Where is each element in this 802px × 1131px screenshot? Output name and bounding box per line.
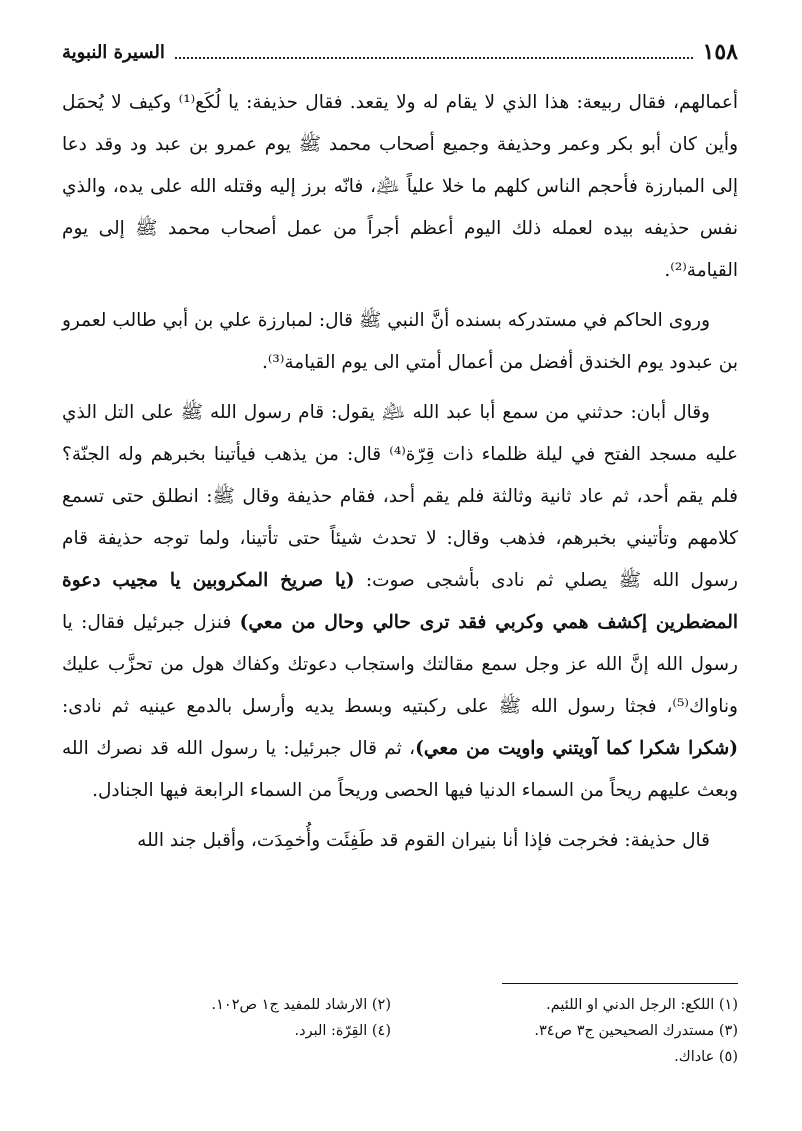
footnote-2: (٢) الارشاد للمفيد ج١ ص١٠٢. [211, 997, 391, 1013]
prayer-text-1: (يا صريخ المكروبين يا مجيب دعوة المضطرين إكشف همي وكربي فقد ترى حالي وحال من معي) [62, 570, 738, 633]
paragraph-1: أعمالهم، فقال ربيعة: هذا الذي لا يقام له ولا يقعد. فقال حذيفة: يا لُكَع⁽¹⁾ وكيف لا يُحمَل وأين كان أبو بكر وعمر وحذيفة وجميع أصحاب محمد ﷺ يوم عمرو بن عبد ود وقد دعا إلى المبارزة فأحجم الناس كلهم ما خلا علياً ﵇، فانّه برز إليه وقتله الله على يده، والذي نفس حذيفه بيده لعمله ذلك اليوم أعظم أجراً من عمل أصحاب محمد ﷺ إلى يوم القيامة⁽²⁾. [62, 92, 739, 281]
running-title: السيرة النبوية [62, 41, 165, 63]
paragraph-3-part-3: ، ثم قال جبرئيل: يا رسول الله قد نصرك الله وبعث عليهم ريحاً من السماء الدنيا فيها الحصى وريحاً من السماء الرابعة فيها الجنادل. [62, 738, 738, 801]
paragraph-2: وروى الحاكم في مستدركه بسنده أنَّ النبي ﷺ قال: لمبارزة علي بن أبي طالب لعمرو بن عبدود يوم الخندق أفضل من أعمال أمتي الى يوم القيامة⁽³⁾. [62, 310, 738, 373]
paragraph-4: قال حذيفة: فخرجت فإذا أنا بنيران القوم قد طَفِئَت وأُخمِدَت، وأقبل جند الله [137, 830, 710, 851]
header-dot-leader [175, 57, 693, 59]
main-text [62, 82, 738, 862]
paragraph-3-part-2: فنزل جبرئيل فقال: يا رسول الله إنَّ الله عز وجل سمع مقالتك واستجاب دعوتك وكفاك هول من تحزَّب عليك وناواك⁽⁵⁾، فجثا رسول الله ﷺ على ركبتيه وبسط يديه وأرسل بالدمع عينيه ثم نادى: [62, 612, 738, 717]
page-number: ١٥٨ [702, 39, 738, 65]
prayer-text-2: (شكرا شكرا كما آويتني واويت من معي) [415, 738, 738, 759]
footnote-divider [502, 983, 738, 984]
footnote-4: (٤) القِرّة: البرد. [294, 1023, 391, 1039]
paragraph-3-part-1: وقال أبان: حدثني من سمع أبا عبد الله ﵇ يقول: قام رسول الله ﷺ على التل الذي عليه مسجد الفتح في ليلة ظلماء ذات قِرّة⁽⁴⁾ قال: من يذهب فيأتينا بخبرهم وله الجنّة؟ فلم يقم أحد، ثم عاد ثانية وثالثة فلم يقم أحد، فقام حذيفة وقال ﷺ: انطلق حتى تسمع كلامهم وتأتيني بخبرهم، فذهب وقال: لا تحدث شيئاً حتى تأتينا، ولما توجه حذيفة قام رسول الله ﷺ يصلي ثم نادى بأشجى صوت: [62, 402, 738, 591]
footnotes [62, 992, 738, 1070]
footnote-5: (٥) عاداك. [674, 1049, 738, 1065]
paragraph-3 [62, 392, 738, 812]
footnote-3: (٣) مستدرك الصحيحين ج٣ ص٣٤. [534, 1023, 738, 1039]
page-header [62, 34, 738, 70]
footnote-1: (١) اللكع: الرجل الدني او اللئيم. [546, 997, 738, 1013]
